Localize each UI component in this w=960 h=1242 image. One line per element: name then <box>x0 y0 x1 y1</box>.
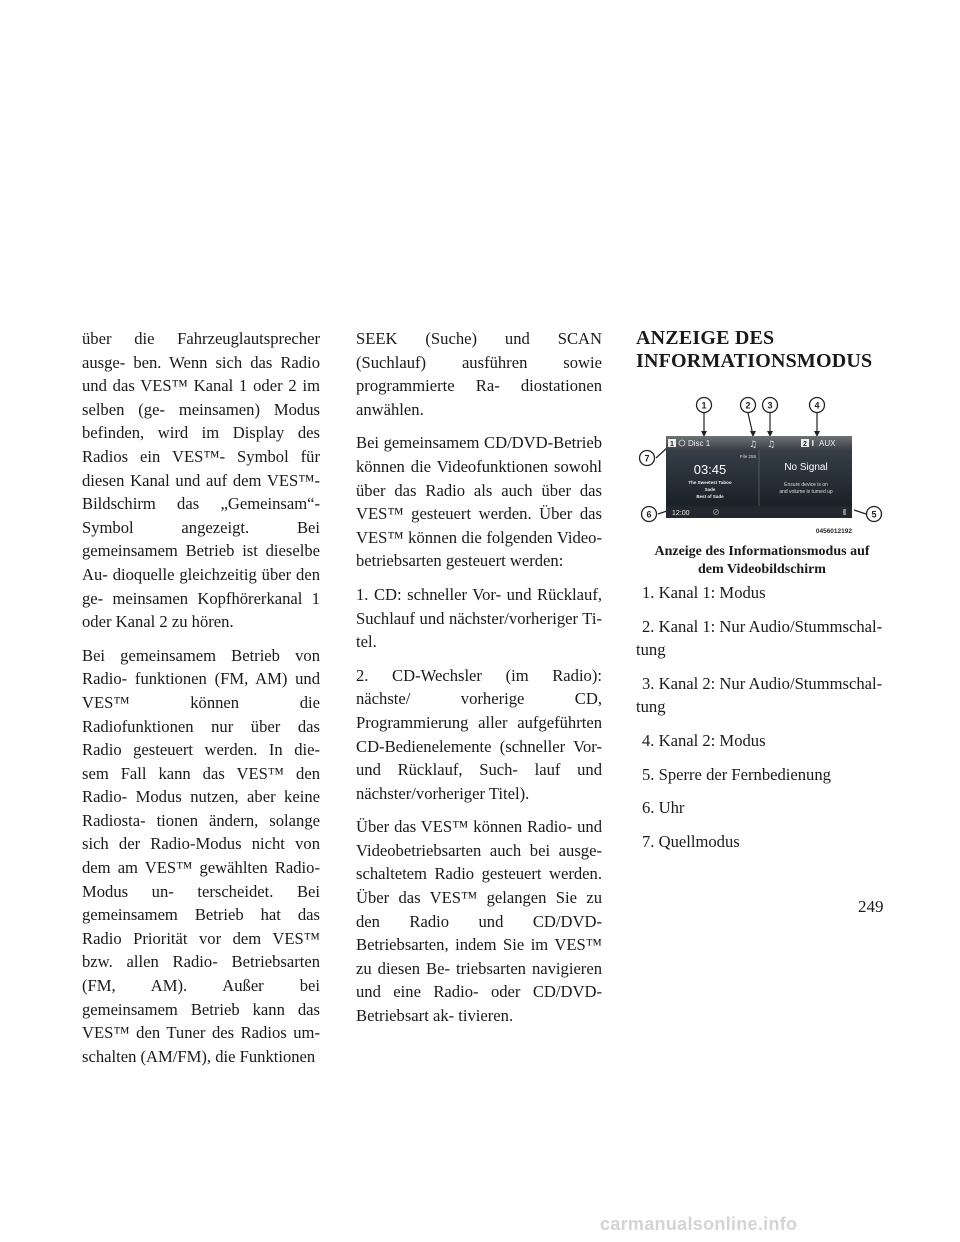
channel-1-source: Disc 1 <box>688 439 711 448</box>
list-item-text: Kanal 2: Modus <box>658 730 766 750</box>
list-item <box>636 729 888 753</box>
caption-line: Anzeige des Informationsmodus auf <box>654 544 870 559</box>
section-heading <box>636 327 886 373</box>
track-title: The Sweetest Taboo <box>688 480 732 485</box>
text-column-3 <box>636 327 886 373</box>
track-album: Best of Sade <box>696 494 724 499</box>
screen-bottom-bar <box>666 506 852 518</box>
list-item <box>636 672 888 719</box>
list-item-number: 1. <box>642 583 655 602</box>
list-item-number: 2. <box>642 616 655 636</box>
channel-1-badge: 1 <box>670 441 674 448</box>
no-signal-text: No Signal <box>784 462 828 473</box>
list-item-number: 4. <box>642 730 655 750</box>
callout-5: 5 <box>871 509 877 520</box>
callout-1: 1 <box>701 400 707 411</box>
clock-display: 12:00 <box>672 510 690 517</box>
figure-code: 0456012192 <box>815 528 852 535</box>
heading-line: INFORMATIONSMODUS <box>636 350 873 372</box>
list-item-text: Kanal 1: Nur Audio/Stummschal- tung <box>636 616 883 660</box>
paragraph: Über das VES™ können Radio- und Videobetriebsarten auch bei ausge- schaltetem Radio gesteuert werden. Über das VES™ gelangen Sie zu den Radio und CD/DVD-Betriebsarten, indem Sie im VES™ zu diesen Be- triebsarten navigieren und eine Radio- oder CD/DVD-Betriebsart ak- tivieren. <box>356 817 602 1026</box>
text-column-1 <box>82 327 320 1078</box>
list-item-number: 6. <box>642 798 655 818</box>
list-item <box>636 763 888 787</box>
list-item <box>636 615 888 662</box>
channel-2-source: AUX <box>819 439 836 448</box>
callout-4: 4 <box>814 400 820 411</box>
video-screen-illustration <box>636 392 888 542</box>
list-item-text: Quellmodus <box>658 831 740 851</box>
list-item <box>636 581 888 605</box>
figure-caption <box>636 543 888 579</box>
callout-2: 2 <box>745 400 751 411</box>
hint-line-1: Ensure device is on <box>784 482 828 488</box>
paragraph: über die Fahrzeuglautsprecher ausge- ben. Wenn sich das Radio und das VES™ Kanal 1 oder 2 im selben (ge- meinsamen) Modus befinden, wird im Display des Radios ein VES™- Symbol für diesen Kanal und auf dem VES™-Bildschirm das „Gemeinsam“-Symbol angezeigt. Bei gemeinsamem Betrieb ist dieselbe Au- dioquelle gleichzeitig über den ge- meinsamen Kopfhörerkanal 1 oder Kanal 2 zu hören. <box>82 329 320 632</box>
legend-list <box>636 581 888 863</box>
file-label: File 255 <box>740 454 757 459</box>
track-artist: Sade <box>704 487 716 492</box>
heading-line: ANZEIGE DES <box>636 327 775 349</box>
callout-6: 6 <box>646 509 652 520</box>
channel-1-audio-mute-icon: ♫ <box>749 440 758 450</box>
watermark: carmanualsonline.info <box>600 1214 798 1234</box>
remote-lock-icon <box>843 509 846 515</box>
video-screen-figure <box>636 392 888 542</box>
paragraph: 1. CD: schneller Vor- und Rücklauf, Suchlauf und nächster/vorheriger Ti- tel. <box>356 584 602 652</box>
track-time: 03:45 <box>693 462 727 477</box>
list-item-number: 5. <box>642 764 655 784</box>
text-column-2 <box>356 327 602 1038</box>
hint-line-2: and volume is turned up <box>779 489 833 495</box>
callout-3: 3 <box>767 400 773 411</box>
channel-2-audio-mute-icon: ♫ <box>767 440 776 450</box>
channel-2-badge: 2 <box>803 441 807 448</box>
list-item-text: Kanal 2: Nur Audio/Stummschal- tung <box>636 673 883 717</box>
list-item <box>636 830 888 854</box>
paragraph: 2. CD-Wechsler (im Radio): nächste/ vorherige CD, Programmierung aller aufgeführten CD-Bedienelemente (schneller Vor- und Rücklauf, Such- lauf und nächster/vorheriger Titel). <box>356 665 602 803</box>
aux-icon <box>812 440 814 446</box>
paragraph: SEEK (Suche) und SCAN (Suchlauf) ausführen sowie programmierte Ra- diostationen anwählen. <box>356 329 602 419</box>
list-item <box>636 796 888 820</box>
page-number: 249 <box>858 897 884 916</box>
list-item-text: Kanal 1: Modus <box>658 583 766 602</box>
list-item-number: 3. <box>642 673 655 693</box>
paragraph: Bei gemeinsamem Betrieb von Radio- funktionen (FM, AM) und VES™ können die Radiofunktionen nur über das Radio gesteuert werden. In die- sem Fall kann das VES™ den Radio- Modus nutzen, aber keine Radiosta- tionen ändern, solange sich der Radio-Modus nicht von dem am VES™ gewählten Radio-Modus un- terscheidet. Bei gemeinsamem Betrieb hat das Radio Priorität vor dem VES™ bzw. allen Radio- Betriebsarten (FM, AM). Außer bei gemeinsamem Betrieb kann das VES™ den Tuner des Radios um- schalten (AM/FM), die Funktionen <box>82 645 320 1066</box>
list-item-text: Uhr <box>658 798 685 818</box>
list-item-number: 7. <box>642 831 655 851</box>
caption-line: dem Videobildschirm <box>698 562 826 577</box>
list-item-text: Sperre der Fernbedienung <box>658 764 831 784</box>
callout-7: 7 <box>644 453 650 464</box>
paragraph: Bei gemeinsamem CD/DVD-Betrieb können die Videofunktionen sowohl über das Radio als auch über das VES™ gesteuert werden. Über das VES™ können die folgenden Video- betriebsarten gesteuert werden: <box>356 433 602 571</box>
